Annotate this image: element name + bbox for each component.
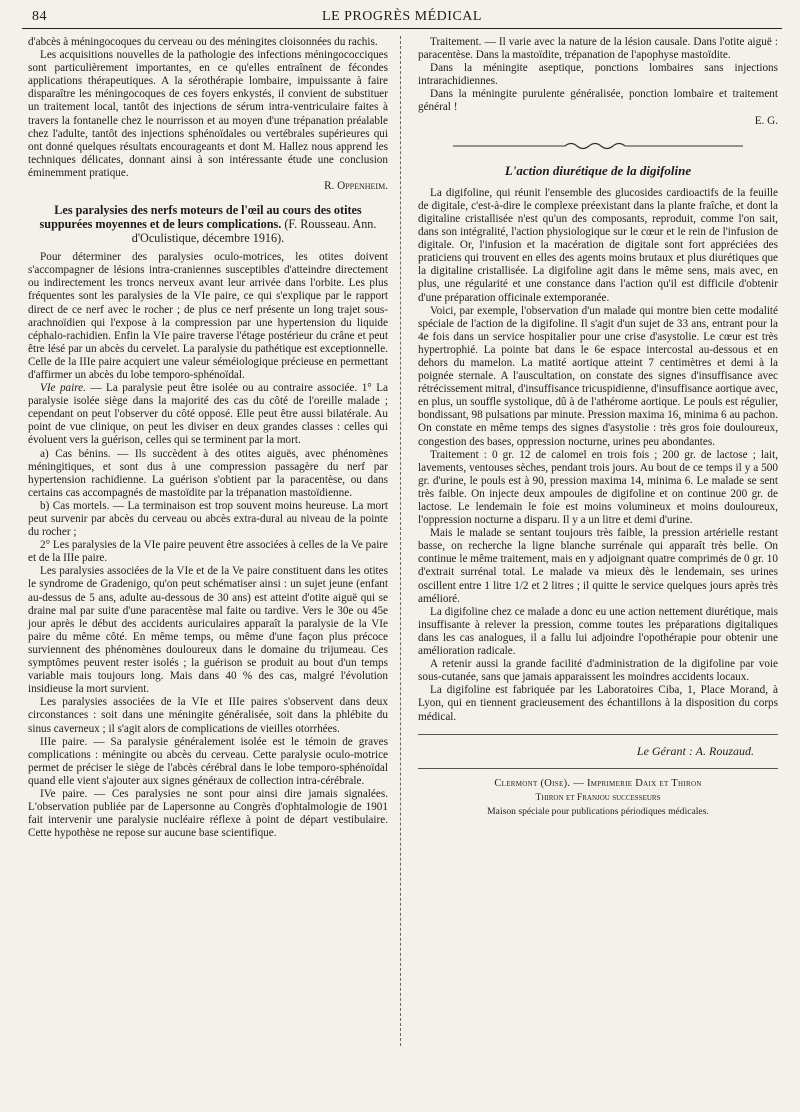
paragraph: b) Cas mortels. — La terminaison est trop souvent moins heureuse. La mort peut survenir par abcès du cerveau ou abcès extra-dural au niveau de la pointe du rocher ; [28,499,388,539]
signature: R. Oppenheim. [324,180,388,193]
paragraph: 2° Les paralysies de la VIe paire peuvent être associées à celles de la Ve paire et de la IIIe paire. [28,539,388,565]
article-title: L'action diurétique de la digifoline [504,162,692,178]
paragraph: La digifoline est fabriquée par les Laboratoires Ciba, 1, Place Morand, à Lyon, qui en tiennent gracieusement des échantillons à la disposition du corps médical. [418,684,778,723]
section-label: VIe paire. [40,382,86,395]
left-column [28,36,388,840]
column-divider [400,36,401,1046]
paragraph: Les paralysies associées de la VIe et IIIe paires s'observent dans deux circonstances : soit dans une méningite généralisée, soit dans la phlébite du sinus caverneux ; il s'agit alors de complications de vieilles otorrhées. [28,696,388,735]
manager-line: Le Gérant : A. Rouzaud. [636,743,754,758]
article-title-text: Les paralysies des nerfs moteurs de l'œil au cours des otites suppurées moyennes et de leurs complications. [39,203,362,232]
paragraph: Dans la méningite aseptique, ponctions lombaires sans injections intrarachidiennes. [418,62,778,88]
decorative-rule [418,140,778,154]
paragraph: Mais le malade se sentant toujours très faible, la pression artérielle restant basse, on recherche la ligne blanche surrénale qui apparaît très belle. On continue le même traitement, mais en y adjoignant quatre comprimés de 0 gr. 10 d'extrait surrénal total. Le malade va mieux dès le lendemain, ses urines oscillent entre 1 litre 1/2 et 2 litres ; il quitte le service quelques jours après très amélioré. [418,527,778,605]
paragraph: A retenir aussi la grande facilité d'administration de la digifoline par voie sous-cutanée, sans que jamais apparaissent les moindres accidents locaux. [418,658,778,684]
paragraph: a) Cas bénins. — Ils succèdent à des otites aiguës, avec phénomènes méningitiques, et sont dus à une compression passagère du nerf par hypertension rachidienne. La guérison s'obtient par la paracentèse, ou dans certains cas accompagnés de mastoïdite par la trépanation mastoïdienne. [28,447,388,499]
ornament-icon [453,140,743,152]
journal-title: LE PROGRÈS MÉDICAL [322,9,482,24]
paragraph: La digifoline chez ce malade a donc eu une action nettement diurétique, mais insuffisante à relever la pression, comme toutes les préparations digitaliques dans les cas analogues, il a fallu lui adjoindre l'opothérapie pour obtenir une amélioration radicale. [418,605,778,658]
printer-imprint [418,768,778,819]
paragraph: Les paralysies associées de la VIe et de la Ve paire constituent dans les otites le syndrome de Gradenigo, qu'on peut schématiser ainsi : un sujet jeune (enfant au-dessus de 5 ans, adulte au-dessous de 30 ans) est atteint d'otite aiguë qui se draine mal par suite d'une paracentèse mal faite ou tardive. Vers le 30e ou 45e jour après le début des accidents auriculaires apparaît la paralysie de la VIe paire du même côté. En même temps, ou même d'une façon plus précoce surviennent des phénomènes douloureux dans le domaine du trijumeau. Ces symptômes peuvent rester isolés ; la guérison se produit au bout d'un temps variable mais toujours long. Mais dans 40 % des cas, malgré l'évolution insidieuse la mort survient. [28,565,388,696]
page-header [22,6,782,29]
printer-successors: Thiron et Franjou successeurs [535,791,661,803]
paragraph: Traitement. — Il varie avec la nature de la lésion causale. Dans l'otite aiguë : paracentèse. Dans la mastoïdite, trépanation de l'apophyse mastoïdite. [418,36,778,62]
paragraph: Dans la méningite purulente généralisée, ponction lombaire et traitement général ! [418,88,778,114]
printer-line: Clermont (Oise). — Imprimerie Daix et Thiron [494,777,702,789]
right-column [418,36,778,819]
publisher-manager [418,734,778,758]
page-number: 84 [32,9,47,24]
paragraph-text: — La paralysie peut être isolée ou au contraire associée. 1° La paralysie isolée siège dans la majorité des cas du côté de l'oreille malade ; cependant on peut l'observer du côté opposé. Elle peut être aussi bilatérale. Au point de vue clinique, on peut les diviser en deux grandes classes : celles qui évoluent vers la guérison, celles qui se terminent par la mort. [28,382,389,447]
signature: E. G. [754,114,778,127]
article-reference: (F. Rousseau. Ann. d'Oculistique, décembre 1916). [131,217,377,246]
printer-specialty: Maison spéciale pour publications périodiques médicales. [487,805,709,817]
article-title [28,203,388,245]
paragraph: Les acquisitions nouvelles de la pathologie des infections méningococciques sont particulièrement importantes, en ce qu'elles entraînent de fécondes applications thérapeutiques. A la sérothérapie lombaire, impuissante à faire disparaître les méningocoques de ces foyers enkystés, il convient de substituer un traitement local, tantôt des injections de sérum intra-ventriculaire faites à travers la fontanelle chez le nourrisson et au moyen d'une trépanation préalable chez l'adulte, tantôt des injections sphénoïdales ou vertébrales supérieures qui ont donné quelques résultats encourageants et dont M. Hallez nous apprend les techniques délicates, donnant ainsi à son intéressante étude une conclusion éminemment pratique. [28,49,388,179]
paragraph: Traitement : 0 gr. 12 de calomel en trois fois ; 200 gr. de lactose ; lait, lavements, ventouses sèches, pendant trois jours. Au bout de ce temps il y a 500 gr. d'urine, le pouls est à 90, pression maxima 14, minima 6. Le malade se sent très faible. On injecte deux ampoules de digifoline et on continue 200 gr. de lactose. Le lendemain le foie est moins volumineux et moins douloureux, l'oppression nocturne a disparu. Il y a un litre et demi d'urine. [418,448,778,527]
paragraph [28,382,388,447]
paragraph: IIIe paire. — Sa paralysie généralement isolée est le témoin de graves complications : méningite ou abcès du cerveau. Cette paralysie oculo-motrice permet de préciser le siège de l'abcès cérébral dans le lobe temporo-sphénoïdal quand elle vient s'ajouter aux signes généraux de collection intra-cérébrale. [28,735,388,787]
paragraph: La digifoline, qui réunit l'ensemble des glucosides cardioactifs de la feuille de digitale, c'est-à-dire le complexe préexistant dans la plante fraîche, et dont la digitaline cristallisée n'est qu'un des composants, reproduit, comme l'on sait, dans son intégralité, l'action physiologique sur le cœur et le rein de l'infusion de digitale. Or, l'infusion et la macération de digitale sont fort appréciées des praticiens qui trouvent en elles des agents moins brutaux et plus diurétiques que la digitaline cristallisée. La digifoline agit dans le même sens, mais avec, en plus, une régularité et une constance dans l'action qu'il est difficile d'obtenir d'une préparation officinale extemporanée. [418,186,778,304]
paragraph: IVe paire. — Ces paralysies ne sont pour ainsi dire jamais signalées. L'observation publiée par de Lapersonne au Congrès d'ophtalmologie de 1901 fait intervenir une paralysie nucléaire réflexe à point de départ vestibulaire. Cette hypothèse ne repose sur aucune base scientifique. [28,787,388,840]
paragraph: Pour déterminer des paralysies oculo-motrices, les otites doivent s'accompagner de lésions intra-craniennes susceptibles d'atteindre directement ou indirectement les troncs nerveux avant leur arrivée dans l'orbite. Les plus fréquentes sont les paralysies de la VIe paire, ce qui s'explique par le rapport direct de ce nerf avec le rocher ; de plus ce nerf présente un long trajet sous-arachnoïdien qui l'expose à la compression par une hypertension du liquide céphalo-rachidien. Enfin la VIe paire traverse l'étage postérieur du crâne et peut être lésé par un abcès du cervelet. La paralysie du pathétique est exceptionnelle. Celle de la IIIe paire acquiert une valeur séméiologique précieuse en permettant d'affirmer un abcès du lobe temporo-sphénoïdal. [28,251,388,381]
paragraph: d'abcès à méningocoques du cerveau ou des méningites cloisonnées du rachis. [28,36,378,48]
paragraph: Voici, par exemple, l'observation d'un malade qui montre bien cette modalité spéciale de l'action de la digifoline. Il s'agit d'un sujet de 33 ans, entrant pour la 4e fois dans un service hospitalier pour une crise d'asystolie. Le cœur est très hypertrophié. La pointe bat dans le 6e espace intercostal au-dessous et en dehors du mamelon. La matité aortique atteint 7 centimètres et demi à la poignée sternale. A l'auscultation, on constate des signes d'insuffisance avec rétrécissement mitral, d'insuffisance tricuspidienne, d'insuffisance aortique avec, en plus, un souffle systolique, dû à de l'athérome aortique. Le pouls est régulier, bondissant, 98 pulsations par minute. Pression maxima 16, minima 6 au pachon. On constate en même temps des signes d'asystolie : très gros foie douloureux, congestion des bases, oppression nocturne, urines peu abondantes. [418,304,778,448]
